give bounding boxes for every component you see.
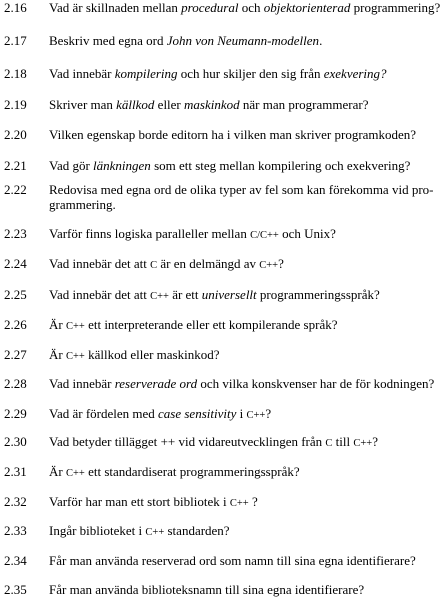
question-number: 2.28 — [4, 376, 27, 391]
question-text-segment: C++ — [353, 438, 373, 449]
question-text-segment: är ett — [168, 287, 202, 302]
question-text — [49, 523, 444, 540]
question-text-segment: Vad betyder tillägget — [49, 434, 161, 449]
question-text-segment: maskinkod — [184, 97, 240, 112]
question-text-segment: C++ — [65, 468, 85, 479]
question-number: 2.30 — [4, 434, 27, 449]
question-text — [49, 256, 444, 273]
question-text-segment: Vilken egenskap borde editorn ha i vilken man skriver programkoden? — [49, 127, 417, 142]
question-text-segment: Varför har man ett stort bibliotek i — [49, 494, 230, 509]
question-text-segment: standarden? — [164, 523, 230, 538]
question-number: 2.25 — [4, 287, 27, 302]
question-text — [49, 464, 444, 481]
question-text — [49, 97, 444, 112]
question-text-segment: ++ — [160, 434, 176, 449]
question-text — [49, 127, 444, 142]
question-text-segment: och vilka konskvenser har de för kodningen? — [197, 376, 435, 391]
question-text — [49, 33, 444, 48]
question-text-segment: och hur skiljer den sig från — [177, 66, 324, 81]
question-number: 2.33 — [4, 523, 27, 538]
question-text-segment: C++ — [65, 351, 85, 362]
question-text-segment: ett interpreterande eller ett kompilerande språk? — [84, 317, 338, 332]
question-text-segment: programmering? — [350, 0, 441, 15]
question-text-segment: C++ — [229, 498, 249, 509]
question-text-segment: och — [238, 0, 264, 15]
question-number: 2.19 — [4, 97, 27, 112]
question-number: 2.18 — [4, 66, 27, 81]
question-text-segment: och Unix? — [278, 226, 336, 241]
question-text — [49, 434, 444, 451]
question-text — [49, 182, 444, 212]
question-text — [49, 66, 444, 81]
question-text-segment: Varför finns logiska paralleller mellan — [49, 226, 251, 241]
question-text-segment: ? — [278, 256, 284, 271]
question-text — [49, 553, 444, 568]
question-text-segment: Skriver man — [49, 97, 117, 112]
question-number: 2.21 — [4, 158, 27, 173]
question-text-segment: Får man använda biblioteksnamn till sina egna identifierare? — [49, 582, 365, 597]
question-number: 2.24 — [4, 256, 27, 271]
question-text-segment: Vad innebär det att — [49, 256, 151, 271]
question-text — [49, 406, 444, 423]
question-text — [49, 582, 444, 597]
question-text-segment: C++ — [145, 527, 165, 538]
question-text-segment: ? — [372, 434, 379, 449]
question-text-segment: Vad innebär det att — [49, 287, 151, 302]
question-text — [49, 376, 444, 391]
question-number: 2.26 — [4, 317, 27, 332]
question-number: 2.17 — [4, 33, 27, 48]
question-number: 2.16 — [4, 0, 27, 15]
question-text-segment: Är — [49, 347, 66, 362]
question-text-segment: ett standardiserat programmeringsspråk? — [84, 464, 300, 479]
question-text-segment: källkod eller maskinkod? — [84, 347, 220, 362]
question-text-segment: vid vidareutvecklingen från — [175, 434, 326, 449]
question-text-segment: John von Neumann-modellen — [166, 33, 320, 48]
question-text-segment: case sensitivity — [158, 406, 237, 421]
question-text-segment: C — [150, 260, 158, 271]
question-text-segment: exekvering? — [323, 66, 387, 81]
question-text-segment: C++ — [65, 321, 85, 332]
question-text-segment: Ingår biblioteket i — [49, 523, 146, 538]
question-text-segment: Redovisa med egna ord de olika typer av fel som kan förekomma vid pro- grammering. — [49, 182, 434, 212]
question-text — [49, 287, 444, 304]
question-text — [49, 494, 444, 511]
question-text-segment: Vad gör — [49, 158, 94, 173]
question-text — [49, 158, 444, 173]
question-text — [49, 347, 444, 364]
question-text-segment: C++ — [246, 410, 266, 421]
question-text-segment: eller — [154, 97, 185, 112]
question-text-segment: Vad är fördelen med — [49, 406, 159, 421]
question-text-segment: C/C++ — [250, 230, 279, 241]
question-number: 2.22 — [4, 182, 27, 197]
question-text-segment: som ett steg mellan kompilering och exekvering? — [150, 158, 411, 173]
question-number: 2.35 — [4, 582, 27, 597]
question-text-segment: programmeringsspråk? — [256, 287, 380, 302]
question-text-segment: universellt — [201, 287, 257, 302]
question-number: 2.23 — [4, 226, 27, 241]
question-text-segment: C++ — [150, 291, 169, 302]
question-text — [49, 317, 444, 334]
question-text-segment: är en delmängd av — [157, 256, 260, 271]
question-text-segment: Vad innebär — [49, 376, 115, 391]
question-number: 2.29 — [4, 406, 27, 421]
question-text-segment: ? — [248, 494, 258, 509]
question-text-segment: Beskriv med egna ord — [49, 33, 167, 48]
question-text-segment: Får man använda reserverad ord som namn till sina egna identifierare? — [49, 553, 416, 568]
question-text-segment: C++ — [259, 260, 279, 271]
question-text-segment: procedural — [181, 0, 239, 15]
question-text-segment: Är — [49, 464, 66, 479]
question-text-segment: reserverade ord — [114, 376, 198, 391]
question-text-segment: länkningen — [93, 158, 151, 173]
question-text-segment: C — [325, 438, 333, 449]
question-text-segment: Är — [49, 317, 66, 332]
question-text-segment: objektorienterad — [263, 0, 351, 15]
question-number: 2.20 — [4, 127, 27, 142]
question-text-segment: källkod — [116, 97, 155, 112]
question-text-segment: Vad är skillnaden mellan — [49, 0, 182, 15]
question-text-segment: . — [319, 33, 323, 48]
question-number: 2.27 — [4, 347, 27, 362]
question-number: 2.34 — [4, 553, 27, 568]
question-text — [49, 0, 444, 15]
question-text-segment: kompilering — [114, 66, 178, 81]
question-number: 2.31 — [4, 464, 27, 479]
question-text-segment: i — [236, 406, 247, 421]
question-text-segment: ? — [265, 406, 272, 421]
question-number: 2.32 — [4, 494, 27, 509]
question-text-segment: Vad innebär — [49, 66, 115, 81]
question-text-segment: till — [332, 434, 354, 449]
question-text — [49, 226, 444, 243]
question-text-segment: när man programmerar? — [239, 97, 369, 112]
